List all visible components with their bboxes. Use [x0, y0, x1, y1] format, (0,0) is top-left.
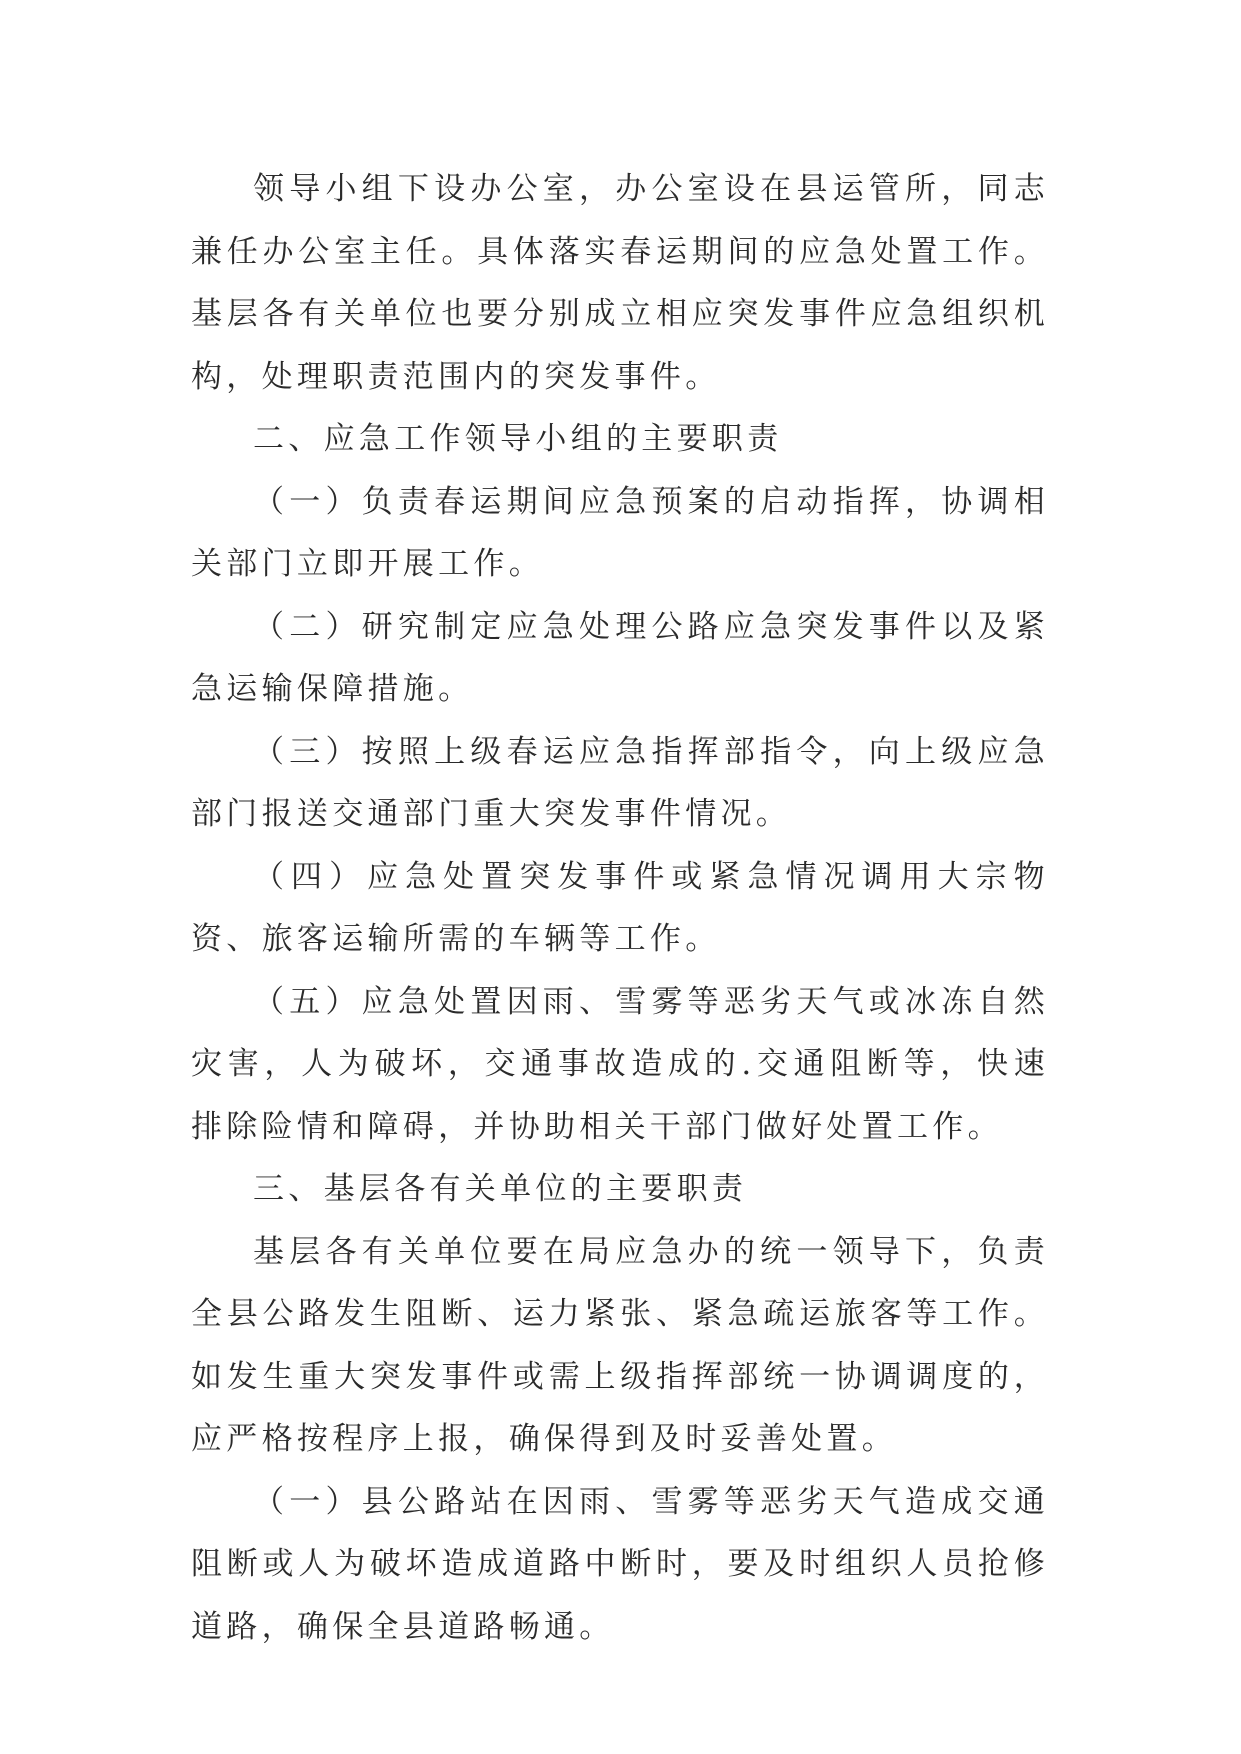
- paragraph-unit-duty-1: （一）县公路站在因雨、雪雾等恶劣天气造成交通阻断或人为破坏造成道路中断时，要及时组织人员抢修道路，确保全县道路畅通。: [191, 1483, 1049, 1645]
- paragraph-duty-2: （二）研究制定应急处理公路应急突发事件以及紧急运输保障措施。: [191, 608, 1049, 707]
- paragraph-duty-1: （一）负责春运期间应急预案的启动指挥，协调相关部门立即开展工作。: [191, 483, 1049, 582]
- section-heading-unit-duties: 三、基层各有关单位的主要职责: [253, 1171, 748, 1207]
- paragraph-duty-3: （三）按照上级春运应急指挥部指令，向上级应急部门报送交通部门重大突发事件情况。: [191, 733, 1049, 832]
- section-heading-leadership-duties: 二、应急工作领导小组的主要职责: [253, 421, 783, 457]
- document-body: [191, 158, 1049, 1658]
- paragraph-unit-overview: 基层各有关单位要在局应急办的统一领导下，负责全县公路发生阻断、运力紧张、紧急疏运旅客等工作。如发生重大突发事件或需上级指挥部统一协调调度的，应严格按程序上报，确保得到及时妥善处置。: [191, 1233, 1049, 1457]
- paragraph-office-setup: 领导小组下设办公室，办公室设在县运管所，同志兼任办公室主任。具体落实春运期间的应急处置工作。基层各有关单位也要分别成立相应突发事件应急组织机构，处理职责范围内的突发事件。: [191, 171, 1049, 395]
- paragraph-duty-5: （五）应急处置因雨、雪雾等恶劣天气或冰冻自然灾害，人为破坏，交通事故造成的.交通阻断等，快速排除险情和障碍，并协助相关干部门做好处置工作。: [191, 983, 1049, 1145]
- paragraph-duty-4: （四）应急处置突发事件或紧急情况调用大宗物资、旅客运输所需的车辆等工作。: [191, 858, 1049, 957]
